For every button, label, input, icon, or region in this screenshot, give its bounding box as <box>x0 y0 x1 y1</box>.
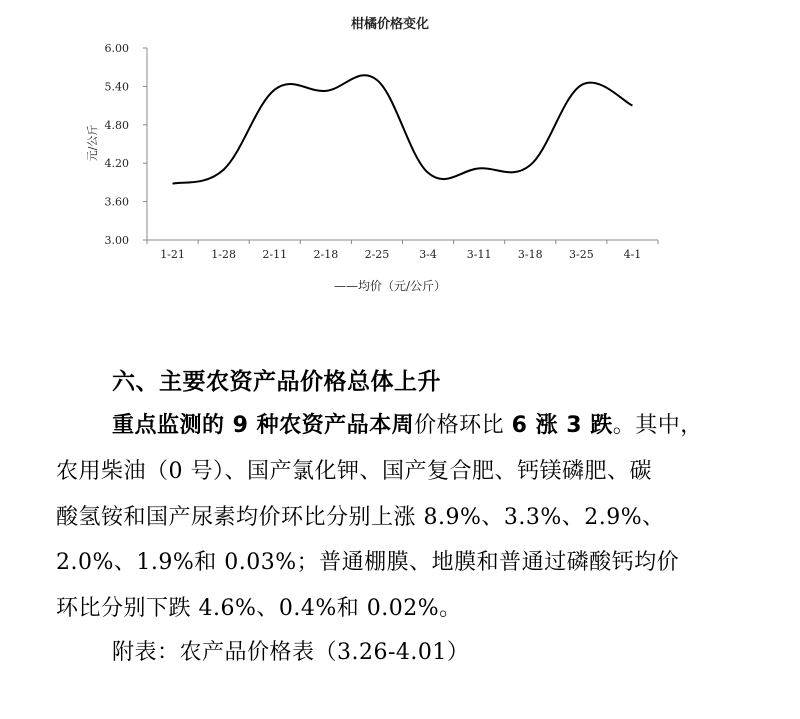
x-tick-label: 3-18 <box>517 248 543 261</box>
x-tick-label: 4-1 <box>623 248 642 261</box>
paragraph-line-4: 2.0%、1.9%和 0.03%；普通棚膜、地膜和普通过磷酸钙均价 <box>56 550 680 575</box>
section-heading: 六、主要农资产品价格总体上升 <box>112 369 441 395</box>
chart-title: 柑橘价格变化 <box>350 17 430 32</box>
legend-entry: ——均价（元/公斤） <box>333 279 447 293</box>
x-tick-label: 2-18 <box>313 248 339 261</box>
x-tick-label: 3-25 <box>568 248 594 261</box>
paragraph-line-5: 环比分别下跌 4.6%、0.4%和 0.02%。 <box>56 596 462 621</box>
y-tick-label: 3.00 <box>104 234 129 247</box>
appendix-note: 附表：农产品价格表（3.26-4.01） <box>112 640 470 665</box>
y-tick-labels <box>105 42 130 247</box>
x-tick-labels <box>160 248 641 261</box>
x-tick-label: 1-21 <box>160 248 185 261</box>
x-tick-label: 3-4 <box>419 248 437 261</box>
normal-phrase-1: 价格环比 <box>414 413 512 438</box>
x-tick-label: 2-25 <box>364 248 390 261</box>
bold-phrase-2: 6 涨 3 跌 <box>511 413 613 438</box>
x-tick-label: 2-11 <box>262 248 288 261</box>
y-tick-label: 4.80 <box>104 118 129 132</box>
y-tick-label: 5.40 <box>104 80 129 94</box>
citrus-price-chart <box>0 0 800 300</box>
y-tick-label: 3.60 <box>104 195 129 209</box>
x-tick-label: 1-28 <box>211 248 237 261</box>
series-line-average-price <box>173 75 633 183</box>
bold-phrase-1: 重点监测的 9 种农资产品本周 <box>112 413 415 438</box>
y-axis-label: 元/公斤 <box>86 124 99 162</box>
paragraph-line-2: 农用柴油（0 号）、国产氯化钾、国产复合肥、钙镁磷肥、碳 <box>56 459 652 484</box>
normal-phrase-2: 。其中， <box>612 413 703 438</box>
paragraph-line-3: 酸氢铵和国产尿素均价环比分别上涨 8.9%、3.3%、2.9%、 <box>56 505 665 530</box>
y-tick-label: 6.00 <box>104 42 129 55</box>
x-tick-label: 3-11 <box>466 248 492 261</box>
y-tick-label: 4.20 <box>104 157 129 171</box>
chart-axes <box>143 48 658 244</box>
paragraph-line-1 <box>112 408 703 439</box>
